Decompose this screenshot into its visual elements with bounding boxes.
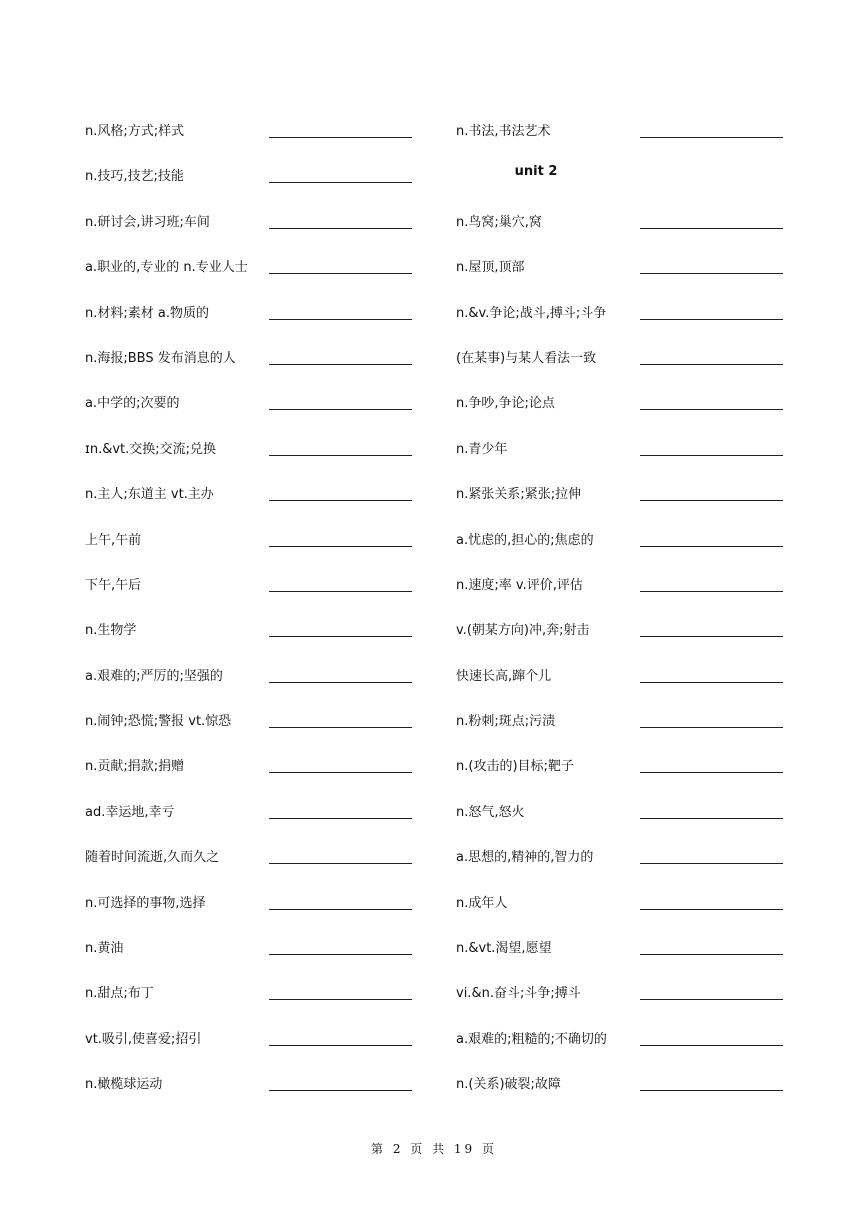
answer-blank — [269, 863, 412, 864]
term-label: a.中学的;次要的 — [85, 396, 180, 412]
section-heading-row — [456, 155, 786, 200]
right-column — [456, 110, 786, 1109]
term-label: n.闹钟;恐慌;警报 vt.惊恐 — [85, 714, 232, 730]
answer-blank — [269, 999, 412, 1000]
answer-blank — [269, 636, 412, 637]
answer-blank — [269, 500, 412, 501]
list-item — [85, 1063, 415, 1108]
list-item — [456, 609, 786, 654]
list-item — [456, 382, 786, 427]
list-item — [456, 655, 786, 700]
term-label: n.鸟窝;巢穴,窝 — [456, 214, 542, 230]
term-label: n.甜点;布丁 — [85, 986, 154, 1002]
answer-blank — [269, 954, 412, 955]
left-column — [85, 110, 415, 1109]
list-item — [85, 745, 415, 790]
answer-blank — [269, 273, 412, 274]
term-label: ad.幸运地,幸亏 — [85, 804, 175, 820]
answer-blank — [640, 455, 783, 456]
term-label: (在某事)与某人看法一致 — [456, 350, 597, 366]
term-label: 快速长高,蹿个儿 — [456, 668, 552, 684]
answer-blank — [640, 1090, 783, 1091]
answer-blank — [269, 228, 412, 229]
term-label: a.忧虑的,担心的;焦虑的 — [456, 532, 594, 548]
answer-blank — [269, 319, 412, 320]
list-item — [85, 836, 415, 881]
list-item — [456, 246, 786, 291]
list-item — [456, 927, 786, 972]
term-label: n.风格;方式;样式 — [85, 124, 185, 139]
list-item — [85, 428, 415, 473]
answer-blank — [269, 909, 412, 910]
term-label: a.思想的,精神的,智力的 — [456, 850, 594, 866]
term-label: a.艰难的;严厉的;坚强的 — [85, 668, 223, 684]
answer-blank — [640, 364, 783, 365]
answer-blank — [640, 228, 783, 229]
answer-blank — [269, 364, 412, 365]
list-item — [456, 1018, 786, 1063]
term-label: n.黄油 — [85, 941, 124, 957]
list-item — [85, 655, 415, 700]
unit-heading: unit 2 — [514, 164, 558, 180]
term-label: n.怒气,怒火 — [456, 804, 525, 820]
answer-blank — [269, 546, 412, 547]
term-label: vt.吸引,使喜爱;招引 — [85, 1031, 202, 1047]
answer-blank — [269, 409, 412, 410]
list-item — [85, 927, 415, 972]
answer-blank — [269, 727, 412, 728]
term-label: a.职业的,专业的 n.专业人士 — [85, 260, 248, 276]
list-item — [85, 972, 415, 1017]
answer-blank — [269, 455, 412, 456]
list-item — [456, 473, 786, 518]
list-item — [456, 564, 786, 609]
term-label: n.主人;东道主 vt.主办 — [85, 487, 214, 503]
answer-blank — [640, 727, 783, 728]
term-label: n.成年人 — [456, 895, 508, 911]
term-label: n.可选择的事物,选择 — [85, 895, 206, 911]
list-item — [85, 155, 415, 200]
list-item — [85, 337, 415, 382]
term-label: n.青少年 — [456, 441, 508, 457]
list-item — [456, 292, 786, 337]
answer-blank — [269, 591, 412, 592]
list-item — [85, 1018, 415, 1063]
term-label: n.书法,书法艺术 — [456, 124, 551, 139]
answer-blank — [640, 137, 783, 138]
list-item — [85, 292, 415, 337]
list-item — [456, 700, 786, 745]
answer-blank — [640, 273, 783, 274]
answer-blank — [640, 319, 783, 320]
term-label: 随着时间流逝,久而久之 — [85, 850, 220, 866]
list-item — [85, 382, 415, 427]
answer-blank — [269, 182, 412, 183]
list-item — [456, 337, 786, 382]
answer-blank — [269, 772, 412, 773]
answer-blank — [640, 1045, 783, 1046]
list-item — [456, 836, 786, 881]
answer-blank — [640, 863, 783, 864]
list-item — [456, 745, 786, 790]
answer-blank — [640, 909, 783, 910]
term-label: ɪn.&vt.交换;交流;兑换 — [85, 441, 217, 457]
term-label: n.技巧,技艺;技能 — [85, 169, 184, 185]
answer-blank — [269, 682, 412, 683]
term-label: n.生物学 — [85, 623, 137, 639]
list-item — [85, 110, 415, 155]
list-item — [456, 110, 786, 155]
term-label: n.&v.争论;战斗,搏斗;斗争 — [456, 305, 607, 321]
term-label: n.速度;率 v.评价,评估 — [456, 577, 583, 593]
list-item — [85, 609, 415, 654]
term-label: n.&vt.渴望,愿望 — [456, 941, 552, 957]
answer-blank — [640, 772, 783, 773]
list-item — [85, 201, 415, 246]
term-label: 上午,午前 — [85, 532, 142, 548]
term-label: vi.&n.奋斗;斗争;搏斗 — [456, 986, 581, 1002]
answer-blank — [269, 818, 412, 819]
term-label: v.(朝某方向)冲,奔;射击 — [456, 623, 590, 639]
term-label: n.粉刺;斑点;污渍 — [456, 714, 556, 730]
term-label: n.屋顶,顶部 — [456, 260, 525, 276]
term-label: 下午,午后 — [85, 577, 142, 593]
answer-blank — [640, 818, 783, 819]
answer-blank — [640, 999, 783, 1000]
list-item — [456, 1063, 786, 1108]
answer-blank — [640, 682, 783, 683]
list-item — [456, 882, 786, 927]
answer-blank — [269, 1090, 412, 1091]
term-label: n.(攻击的)目标;靶子 — [456, 759, 574, 775]
answer-blank — [640, 954, 783, 955]
list-item — [456, 972, 786, 1017]
list-item — [456, 791, 786, 836]
term-label: n.(关系)破裂;故障 — [456, 1077, 561, 1093]
term-label: a.艰难的;粗糙的;不确切的 — [456, 1031, 607, 1047]
answer-blank — [640, 409, 783, 410]
answer-blank — [269, 1045, 412, 1046]
list-item — [85, 700, 415, 745]
term-label: n.贡献;捐款;捐赠 — [85, 759, 185, 775]
list-item — [85, 791, 415, 836]
list-item — [456, 201, 786, 246]
term-label: n.研讨会,讲习班;车间 — [85, 214, 210, 230]
term-label: n.紧张关系;紧张;拉伸 — [456, 487, 582, 503]
list-item — [85, 246, 415, 291]
page-number-footer: 第 2 页 共 19 页 — [371, 1142, 497, 1156]
answer-blank — [640, 591, 783, 592]
answer-blank — [640, 500, 783, 501]
term-label: n.争吵,争论;论点 — [456, 396, 555, 412]
answer-blank — [640, 546, 783, 547]
answer-blank — [640, 636, 783, 637]
answer-blank — [269, 137, 412, 138]
term-label: n.海报;BBS 发布消息的人 — [85, 350, 236, 366]
list-item — [456, 519, 786, 564]
list-item — [85, 519, 415, 564]
list-item — [85, 473, 415, 518]
list-item — [456, 428, 786, 473]
term-label: n.材料;素材 a.物质的 — [85, 305, 209, 321]
term-label: n.橄榄球运动 — [85, 1077, 163, 1093]
list-item — [85, 564, 415, 609]
list-item — [85, 882, 415, 927]
